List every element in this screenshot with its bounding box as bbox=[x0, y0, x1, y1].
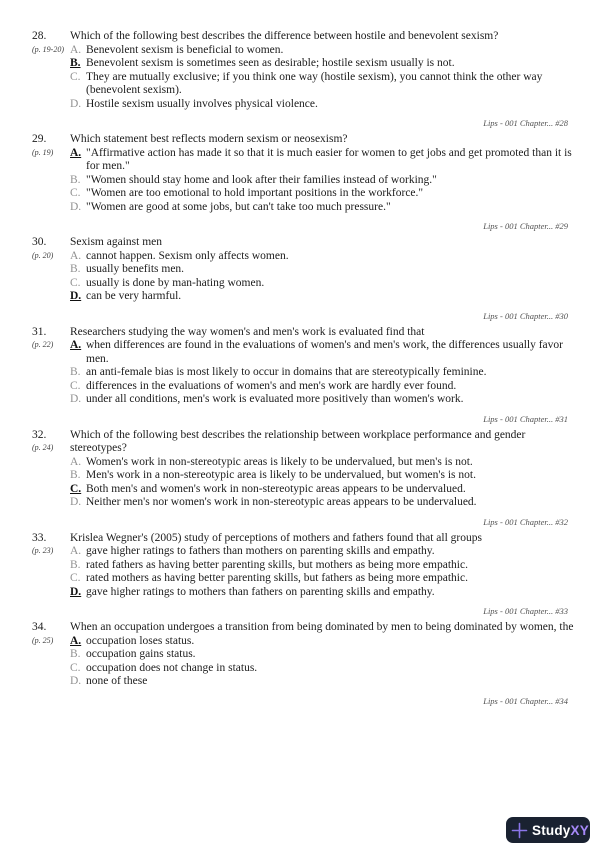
answer-option bbox=[70, 648, 578, 662]
question-page-ref: (p. 20) bbox=[32, 250, 54, 260]
question-number: 30. bbox=[32, 236, 47, 248]
option-text: can be very harmful. bbox=[86, 290, 182, 302]
option-letter: B. bbox=[70, 469, 81, 481]
question-block bbox=[32, 621, 578, 706]
answer-option bbox=[70, 339, 578, 366]
option-letter: C. bbox=[70, 661, 81, 674]
option-text: Women's work in non-stereotypic areas is likely to be undervalued, but men's is not. bbox=[86, 455, 473, 468]
studyxy-logo[interactable] bbox=[506, 817, 590, 843]
answer-option bbox=[70, 147, 578, 174]
question-text: Which statement best reflects modern sexism or neosexism? bbox=[70, 133, 348, 145]
answer-option bbox=[70, 277, 578, 291]
answer-options bbox=[70, 250, 578, 304]
option-letter: A. bbox=[70, 146, 82, 159]
question-block bbox=[32, 236, 578, 321]
question-block bbox=[32, 30, 578, 128]
option-text: differences in the evaluations of women's and men's work are hardly ever found. bbox=[86, 379, 457, 392]
answer-option bbox=[70, 393, 578, 407]
option-letter: B. bbox=[70, 57, 81, 69]
logo-text-primary: Study bbox=[532, 822, 571, 838]
option-text: "Women are too emotional to hold important positions in the workforce." bbox=[86, 187, 424, 199]
question-number: 29. bbox=[32, 133, 47, 145]
question-text: Which of the following best describes the relationship between workplace performance and gender stereotypes? bbox=[70, 428, 526, 454]
answer-option bbox=[70, 380, 578, 394]
option-letter: B. bbox=[70, 558, 81, 571]
option-letter: C. bbox=[70, 572, 81, 584]
option-text: Men's work in a non-stereotypic area is likely to be undervalued, but women's is not. bbox=[86, 469, 476, 481]
option-letter: C. bbox=[70, 482, 82, 495]
option-letter: A. bbox=[70, 43, 82, 56]
question-block bbox=[32, 429, 578, 527]
option-text: Benevolent sexism is beneficial to women. bbox=[86, 43, 284, 56]
question-page-ref: (p. 19-20) bbox=[32, 44, 64, 54]
answer-option bbox=[70, 201, 578, 215]
answer-option bbox=[70, 250, 578, 264]
option-text: under all conditions, men's work is evaluated more positively than women's work. bbox=[86, 393, 464, 405]
answer-option bbox=[70, 290, 578, 304]
answer-option bbox=[70, 572, 578, 586]
option-letter: A. bbox=[70, 634, 82, 647]
question-text: Which of the following best describes the difference between hostile and benevolent sexism? bbox=[70, 30, 499, 42]
answer-option bbox=[70, 456, 578, 470]
answer-option bbox=[70, 98, 578, 112]
answer-option bbox=[70, 635, 578, 649]
answer-option bbox=[70, 57, 578, 71]
answer-option bbox=[70, 174, 578, 188]
option-letter: D. bbox=[70, 200, 82, 213]
question-source-ref: Lips - 001 Chapter... #31 bbox=[483, 413, 568, 424]
option-letter: D. bbox=[70, 496, 82, 508]
option-text: cannot happen. Sexism only affects women. bbox=[86, 249, 289, 262]
option-text: gave higher ratings to mothers than fathers on parenting skills and empathy. bbox=[86, 585, 435, 598]
question-list bbox=[32, 30, 578, 706]
option-letter: D. bbox=[70, 585, 82, 598]
answer-option bbox=[70, 469, 578, 483]
option-text: usually benefits men. bbox=[86, 263, 185, 275]
answer-option bbox=[70, 263, 578, 277]
question-source-ref: Lips - 001 Chapter... #32 bbox=[483, 516, 568, 527]
answer-option bbox=[70, 187, 578, 201]
question-number: 31. bbox=[32, 325, 47, 338]
option-letter: A. bbox=[70, 249, 82, 262]
question-number: 28. bbox=[32, 30, 47, 42]
question-source-ref: Lips - 001 Chapter... #30 bbox=[483, 310, 568, 321]
question-page-ref: (p. 24) bbox=[32, 443, 54, 452]
answer-option bbox=[70, 545, 578, 559]
question-number: 32. bbox=[32, 428, 47, 441]
option-text: "Women should stay home and look after their families instead of working." bbox=[86, 173, 437, 186]
option-letter: D. bbox=[70, 675, 82, 687]
answer-options bbox=[70, 339, 578, 407]
answer-option bbox=[70, 71, 578, 98]
option-text: Neither men's nor women's work in non-stereotypic areas appears to be undervalued. bbox=[86, 496, 477, 508]
question-page-ref: (p. 19) bbox=[32, 147, 54, 157]
option-text: gave higher ratings to fathers than mothers on parenting skills and empathy. bbox=[86, 545, 435, 557]
option-text: "Women are good at some jobs, but can't take too much pressure." bbox=[86, 200, 391, 213]
option-text: They are mutually exclusive; if you think one way (hostile sexism), you cannot think the other way (benevolent sexism). bbox=[86, 70, 543, 96]
question-source-ref: Lips - 001 Chapter... #33 bbox=[483, 606, 568, 616]
option-letter: C. bbox=[70, 187, 81, 199]
option-text: Hostile sexism usually involves physical violence. bbox=[86, 97, 318, 110]
question-number: 33. bbox=[32, 531, 47, 544]
option-text: occupation gains status. bbox=[86, 648, 196, 660]
question-source-ref: Lips - 001 Chapter... #34 bbox=[483, 695, 568, 706]
option-letter: B. bbox=[70, 648, 81, 660]
option-text: usually is done by man-hating women. bbox=[86, 276, 265, 289]
option-letter: A. bbox=[70, 455, 82, 468]
option-letter: A. bbox=[70, 545, 82, 557]
option-text: occupation loses status. bbox=[86, 634, 195, 647]
option-letter: C. bbox=[70, 70, 81, 83]
answer-option bbox=[70, 496, 578, 510]
option-text: occupation does not change in status. bbox=[86, 661, 258, 674]
answer-option bbox=[70, 559, 578, 573]
answer-option bbox=[70, 483, 578, 497]
option-text: "Affirmative action has made it so that it is much easier for women to get jobs and get promoted than it is for men." bbox=[86, 146, 572, 172]
answer-options bbox=[70, 147, 578, 215]
question-page-ref: (p. 23) bbox=[32, 546, 54, 555]
logo-text-accent: XY bbox=[570, 822, 589, 838]
question-block bbox=[32, 133, 578, 231]
question-block bbox=[32, 532, 578, 617]
question-source-ref: Lips - 001 Chapter... #28 bbox=[483, 118, 568, 128]
option-text: Benevolent sexism is sometimes seen as desirable; hostile sexism usually is not. bbox=[86, 57, 455, 69]
option-text: when differences are found in the evaluations of women's and men's work, the differences usually favor men. bbox=[86, 339, 563, 365]
answer-option bbox=[70, 662, 578, 676]
option-text: Both men's and women's work in non-stereotypic areas appears to be undervalued. bbox=[86, 482, 466, 495]
option-letter: C. bbox=[70, 276, 81, 289]
option-letter: C. bbox=[70, 379, 81, 392]
answer-option bbox=[70, 675, 578, 689]
answer-option bbox=[70, 366, 578, 380]
answer-options bbox=[70, 456, 578, 510]
option-text: an anti-female bias is most likely to occur in domains that are stereotypically feminine. bbox=[86, 366, 487, 378]
option-text: rated mothers as having better parenting skills, but fathers as being more empathic. bbox=[86, 572, 468, 584]
answer-options bbox=[70, 44, 578, 112]
answer-options bbox=[70, 545, 578, 599]
question-text: Sexism against men bbox=[70, 236, 162, 248]
question-text: When an occupation undergoes a transition from being dominated by men to being dominated by women, the bbox=[70, 621, 574, 633]
answer-option bbox=[70, 586, 578, 600]
option-letter: D. bbox=[70, 97, 82, 110]
option-letter: B. bbox=[70, 263, 81, 275]
option-text: rated fathers as having better parenting skills, but mothers as being more empathic. bbox=[86, 558, 468, 571]
answer-options bbox=[70, 635, 578, 689]
question-text: Krislea Wegner's (2005) study of perceptions of mothers and fathers found that all groups bbox=[70, 531, 482, 544]
option-letter: B. bbox=[70, 173, 81, 186]
option-letter: A. bbox=[70, 339, 82, 351]
answer-option bbox=[70, 44, 578, 58]
question-block bbox=[32, 326, 578, 424]
question-page-ref: (p. 22) bbox=[32, 340, 54, 349]
question-number: 34. bbox=[32, 621, 47, 633]
question-text: Researchers studying the way women's and men's work is evaluated find that bbox=[70, 325, 425, 338]
question-page-ref: (p. 25) bbox=[32, 635, 54, 645]
option-letter: B. bbox=[70, 366, 81, 378]
question-source-ref: Lips - 001 Chapter... #29 bbox=[483, 221, 568, 231]
plus-icon bbox=[511, 822, 528, 839]
option-letter: D. bbox=[70, 393, 82, 405]
option-text: none of these bbox=[86, 675, 148, 687]
option-letter: D. bbox=[70, 290, 82, 302]
